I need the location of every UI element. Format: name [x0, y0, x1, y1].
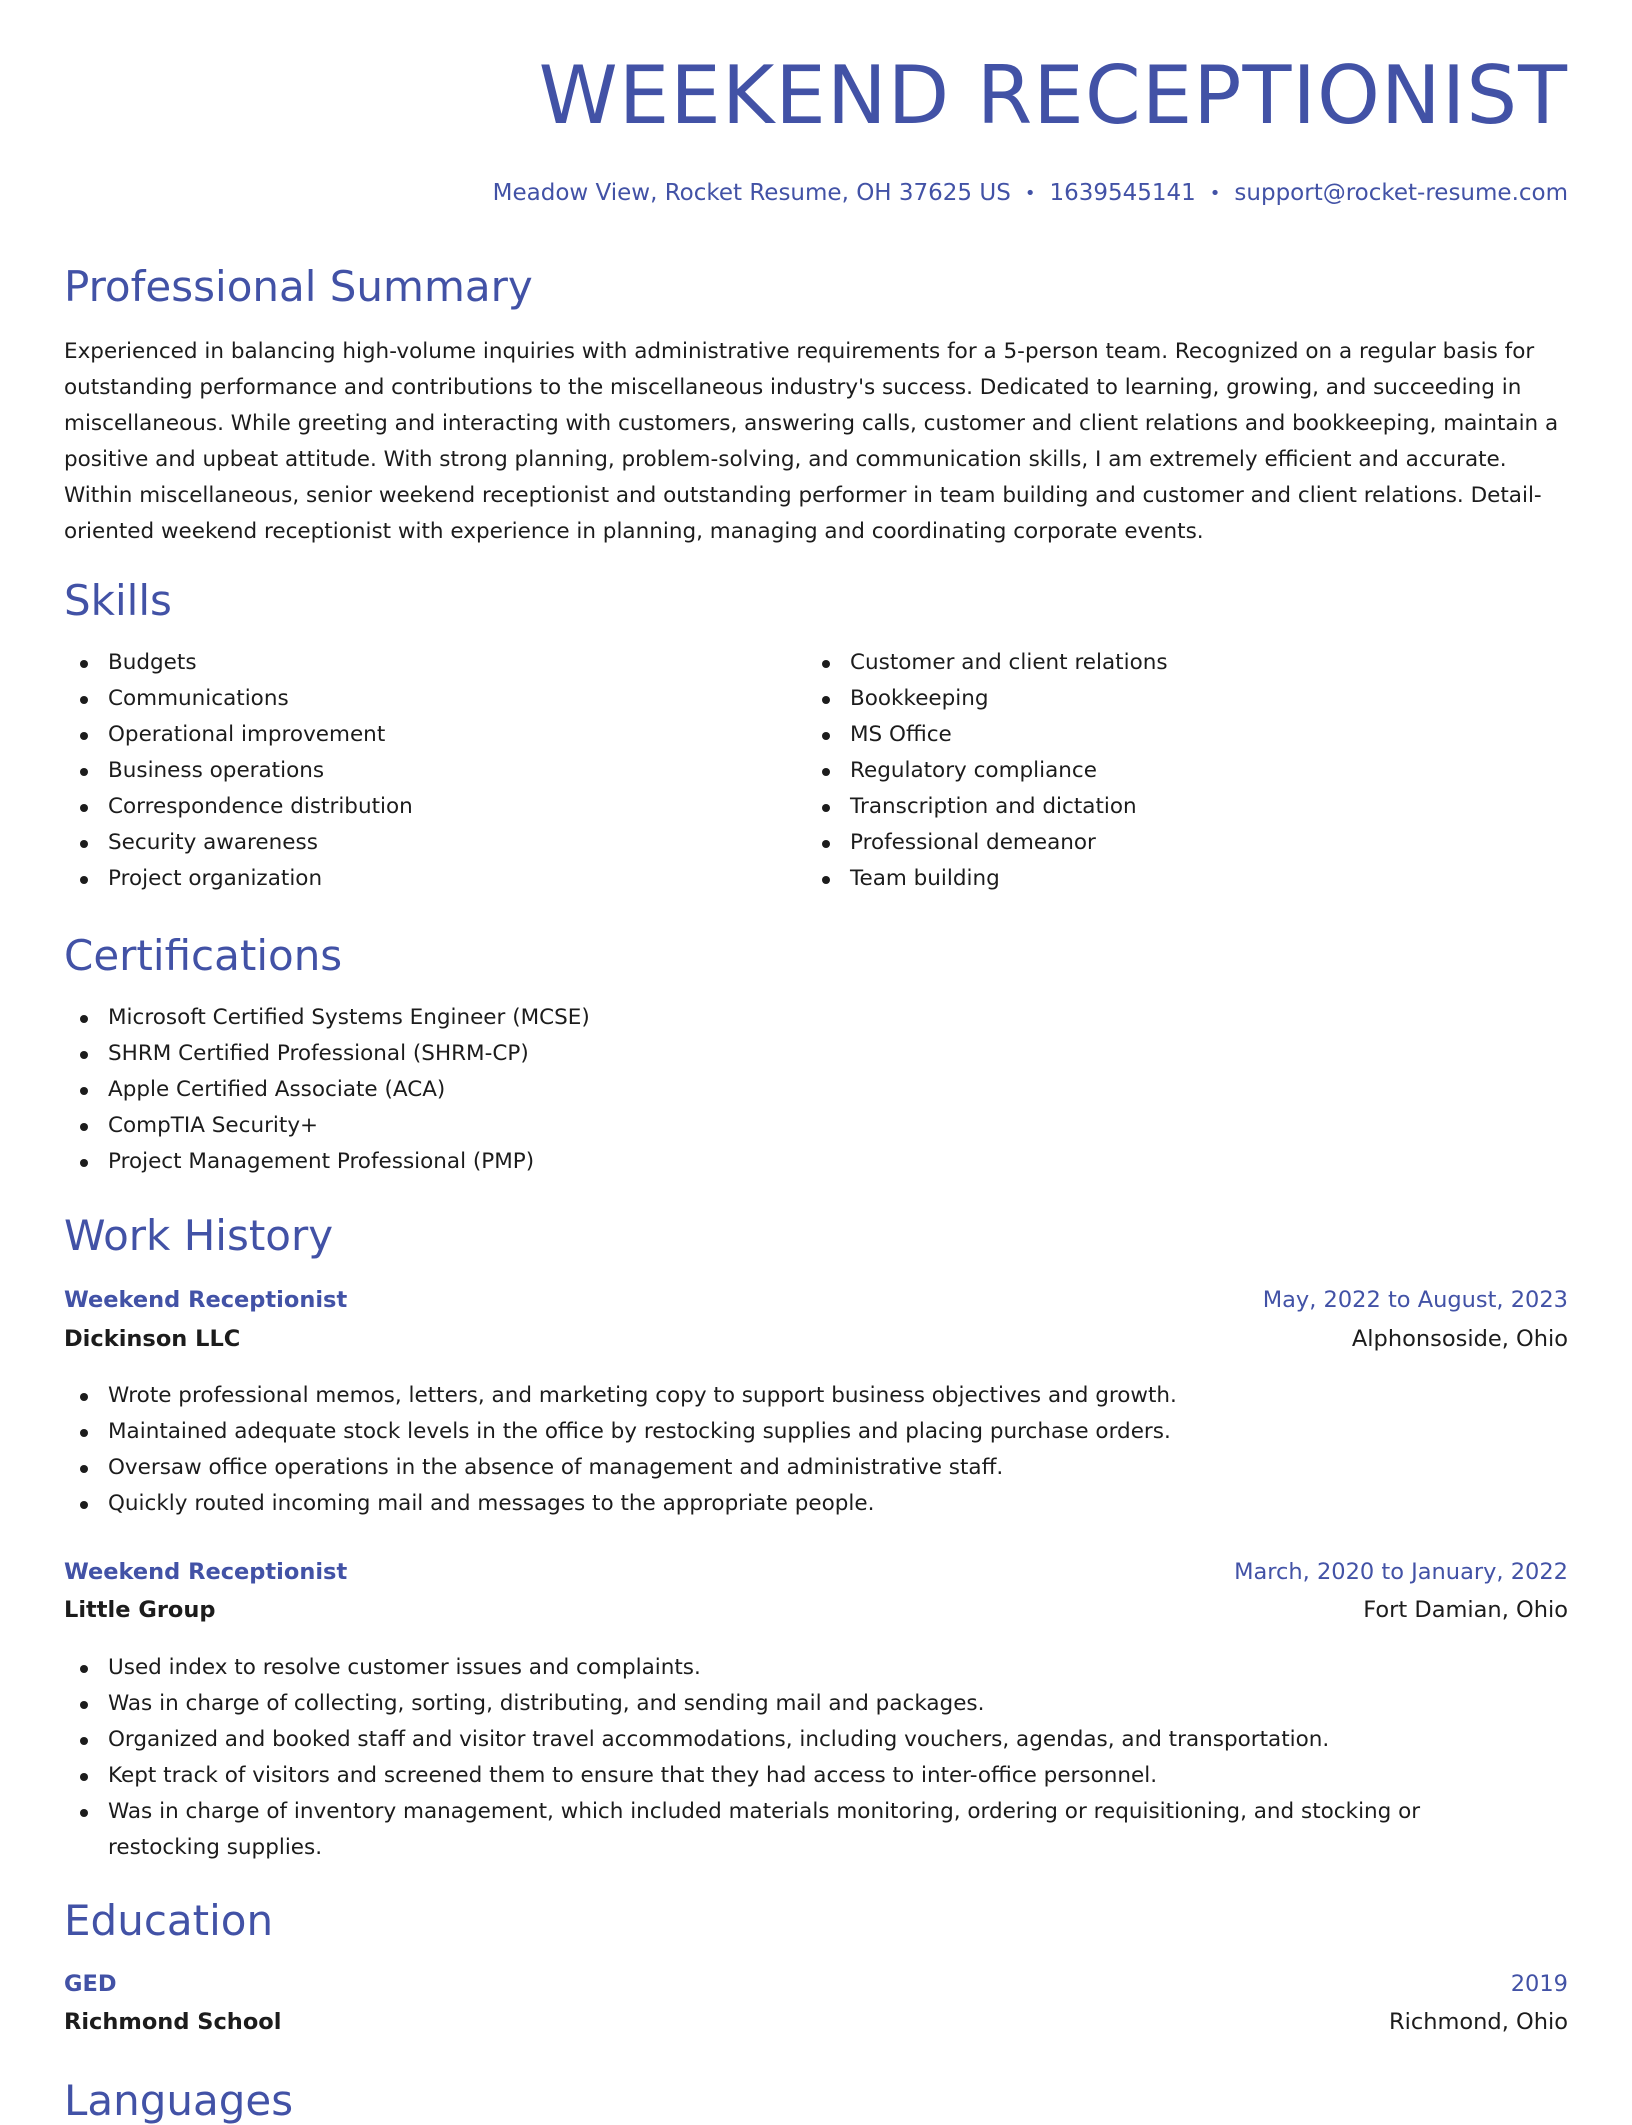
job-duties-list — [64, 1378, 1564, 1522]
skill-item: Transcription and dictation — [806, 789, 1566, 825]
job-header — [64, 1287, 1568, 1313]
job-title: Weekend Receptionist — [64, 1287, 348, 1313]
job-duty: Oversaw office operations in the absence of management and administrative staff. — [64, 1450, 1564, 1486]
job-duty: Quickly routed incoming mail and messages to the appropriate people. — [64, 1486, 1564, 1522]
degree-name: GED — [64, 1971, 117, 1997]
resume-name: WEEKEND RECEPTIONIST — [538, 49, 1568, 142]
skill-item: Team building — [806, 861, 1566, 897]
languages-heading: Languages — [64, 2076, 294, 2125]
education-school-row — [64, 2009, 1568, 2035]
job-employer-row — [64, 1326, 1568, 1352]
skill-item: Operational improvement — [64, 717, 764, 753]
job-duty: Kept track of visitors and screened them to ensure that they had access to inter-office personnel. — [64, 1758, 1524, 1794]
skill-item: Regulatory compliance — [806, 753, 1566, 789]
job-dates: May, 2022 to August, 2023 — [1262, 1287, 1568, 1313]
certification-item: SHRM Certified Professional (SHRM-CP) — [64, 1036, 1564, 1072]
job-duty: Was in charge of collecting, sorting, distributing, and sending mail and packages. — [64, 1686, 1524, 1722]
education-header — [64, 1971, 1568, 1997]
separator-dot: • — [1209, 182, 1221, 204]
skills-list-right — [806, 645, 1566, 897]
certification-item: CompTIA Security+ — [64, 1108, 1564, 1144]
job-employer-row — [64, 1597, 1568, 1623]
work-history-heading: Work History — [64, 1211, 334, 1260]
email-link[interactable]: support@rocket-resume.com — [1234, 180, 1568, 206]
company-name: Little Group — [64, 1597, 216, 1623]
skill-item: Business operations — [64, 753, 764, 789]
education-heading: Education — [64, 1896, 274, 1945]
education-year: 2019 — [1510, 1971, 1568, 1997]
job-duty: Organized and booked staff and visitor travel accommodations, including vouchers, agendas, and transportation. — [64, 1722, 1524, 1758]
address-text: Meadow View, Rocket Resume, OH 37625 US — [492, 180, 1011, 206]
job-location: Alphonsoside, Ohio — [1351, 1326, 1568, 1352]
certification-item: Apple Certified Associate (ACA) — [64, 1072, 1564, 1108]
skill-item: Bookkeeping — [806, 681, 1566, 717]
separator-dot: • — [1024, 182, 1036, 204]
skill-item: Budgets — [64, 645, 764, 681]
skill-item: Project organization — [64, 861, 764, 897]
certifications-list — [64, 1000, 1564, 1180]
skill-item: MS Office — [806, 717, 1566, 753]
job-duty: Was in charge of inventory management, which included materials monitoring, ordering or requisitioning, and stocking or restocking supplies. — [64, 1794, 1524, 1866]
job-duty: Used index to resolve customer issues and complaints. — [64, 1650, 1524, 1686]
school-location: Richmond, Ohio — [1388, 2009, 1568, 2035]
job-header — [64, 1559, 1568, 1585]
skill-item: Customer and client relations — [806, 645, 1566, 681]
skill-item: Professional demeanor — [806, 825, 1566, 861]
certifications-heading: Certifications — [64, 931, 343, 980]
skill-item: Security awareness — [64, 825, 764, 861]
school-name: Richmond School — [64, 2009, 282, 2035]
summary-text: Experienced in balancing high-volume inquiries with administrative requirements for a 5-person team. Recognized on a regular basis for outstanding performance and contributions to the miscellaneous industry's success. Dedicated to learning, growing, and succeeding in miscellaneous. While greeting and interacting with customers, answering calls, customer and client relations and bookkeeping, maintain a positive and upbeat attitude. With strong planning, problem-solving, and communication skills, I am extremely efficient and accurate. Within miscellaneous, senior weekend receptionist and outstanding performer in team building and customer and client relations. Detail-oriented weekend receptionist with experience in planning, managing and coordinating corporate events. — [64, 339, 1559, 544]
job-duty: Wrote professional memos, letters, and marketing copy to support business objectives and growth. — [64, 1378, 1564, 1414]
summary-heading: Professional Summary — [64, 262, 533, 311]
skills-list-left — [64, 645, 764, 897]
company-name: Dickinson LLC — [64, 1326, 241, 1352]
job-dates: March, 2020 to January, 2022 — [1234, 1559, 1568, 1585]
certification-item: Microsoft Certified Systems Engineer (MCSE) — [64, 1000, 1564, 1036]
job-duty: Maintained adequate stock levels in the office by restocking supplies and placing purchase orders. — [64, 1414, 1564, 1450]
job-title: Weekend Receptionist — [64, 1559, 348, 1585]
phone-text: 1639545141 — [1049, 180, 1196, 206]
job-duties-list — [64, 1650, 1524, 1866]
skill-item: Communications — [64, 681, 764, 717]
job-location: Fort Damian, Ohio — [1363, 1597, 1568, 1623]
contact-line — [493, 180, 1568, 206]
skill-item: Correspondence distribution — [64, 789, 764, 825]
skills-heading: Skills — [64, 576, 172, 625]
certification-item: Project Management Professional (PMP) — [64, 1144, 1564, 1180]
